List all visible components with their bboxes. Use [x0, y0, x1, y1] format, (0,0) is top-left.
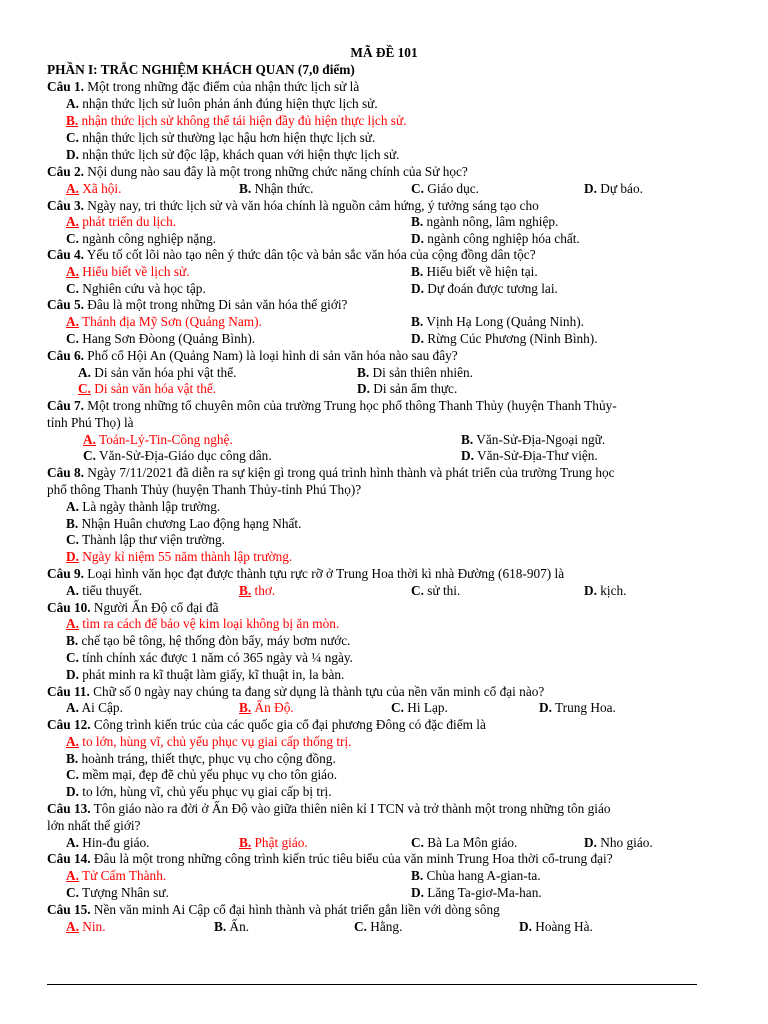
- question-13-option-b-correct[interactable]: B. Phật giáo.: [239, 835, 308, 850]
- question-10-option-d[interactable]: D. phát minh ra kĩ thuật làm giấy, kĩ thuật in, la bàn.: [66, 667, 345, 682]
- question-13-option-d[interactable]: D. Nho giáo.: [584, 835, 653, 850]
- question-4-option-c[interactable]: C. Nghiên cứu và học tập.: [66, 281, 206, 296]
- question-1-stem: Câu 1. Một trong những đặc điểm của nhận thức lịch sử là: [47, 79, 360, 94]
- question-14-option-d[interactable]: D. Lăng Ta-giơ-Ma-han.: [411, 885, 542, 900]
- question-7-stem: Câu 7. Một trong những tổ chuyên môn của trường Trung học phổ thông Thanh Thủy (huyện Thanh Thủy-: [47, 398, 617, 413]
- question-8-option-b[interactable]: B. Nhận Huân chương Lao động hạng Nhất.: [66, 516, 302, 531]
- question-2-option-c[interactable]: C. Giáo dục.: [411, 181, 479, 196]
- question-12-option-a-correct[interactable]: A. to lớn, hùng vĩ, chủ yếu phục vụ giai cấp thống trị.: [66, 734, 352, 749]
- question-11-stem: Câu 11. Chữ số 0 ngày nay chúng ta đang sử dụng là thành tựu của nền văn minh cổ đại nào?: [47, 684, 545, 699]
- question-6-option-b[interactable]: B. Di sản thiên nhiên.: [357, 365, 473, 380]
- question-2-option-a-correct[interactable]: A. Xã hội.: [66, 181, 122, 196]
- question-2-stem: Câu 2. Nội dung nào sau đây là một trong những chức năng chính của Sử học?: [47, 164, 468, 179]
- question-4-option-d[interactable]: D. Dự đoán được tương lai.: [411, 281, 558, 296]
- question-9-option-c[interactable]: C. sử thi.: [411, 583, 461, 598]
- question-8-option-c[interactable]: C. Thành lập thư viện trường.: [66, 532, 225, 547]
- question-10-stem: Câu 10. Người Ấn Độ cổ đại đã: [47, 600, 219, 615]
- question-12-option-c[interactable]: C. mềm mại, đẹp đẽ chủ yếu phục vụ cho tôn giáo.: [66, 767, 338, 782]
- question-15-option-c[interactable]: C. Hằng.: [354, 919, 403, 934]
- question-9-option-b-correct[interactable]: B. thơ.: [239, 583, 276, 598]
- question-1-option-b-correct[interactable]: B. nhận thức lịch sử không thể tái hiện đầy đủ hiện thực lịch sử.: [66, 113, 407, 128]
- question-9-option-d[interactable]: D. kịch.: [584, 583, 627, 598]
- question-8-stem-cont: phổ thông Thanh Thủy (huyện Thanh Thủy-tỉnh Phú Thọ)?: [47, 482, 362, 497]
- question-5-option-d[interactable]: D. Rừng Cúc Phương (Ninh Bình).: [411, 331, 598, 346]
- question-7-option-c[interactable]: C. Văn-Sử-Địa-Giáo dục công dân.: [83, 448, 272, 463]
- question-14-option-a-correct[interactable]: A. Tử Cấm Thành.: [66, 868, 167, 883]
- question-9-option-a[interactable]: A. tiểu thuyết.: [66, 583, 143, 598]
- question-5-option-a-correct[interactable]: A. Thánh địa Mỹ Sơn (Quảng Nam).: [66, 314, 262, 329]
- question-8-option-d-correct[interactable]: D. Ngày kỉ niệm 55 năm thành lập trường.: [66, 549, 293, 564]
- question-1-option-a[interactable]: A. nhận thức lịch sử luôn phản ánh đúng hiện thực lịch sử.: [66, 96, 378, 111]
- question-3-option-d[interactable]: D. ngành công nghiệp hóa chất.: [411, 231, 580, 246]
- question-11-option-a[interactable]: A. Ai Cập.: [66, 700, 123, 715]
- question-11-option-b-correct[interactable]: B. Ấn Độ.: [239, 700, 294, 715]
- question-3-stem: Câu 3. Ngày nay, tri thức lịch sử và văn hóa chính là nguồn cảm hứng, ý tưởng sáng tạo cho: [47, 198, 539, 213]
- question-10-option-b[interactable]: B. chế tạo bê tông, hệ thống đòn bẩy, máy bơm nước.: [66, 633, 351, 648]
- question-11-option-c[interactable]: C. Hi Lạp.: [391, 700, 448, 715]
- question-6-option-c-correct[interactable]: C. Di sản văn hóa vật thể.: [78, 381, 217, 396]
- question-12-option-d[interactable]: D. to lớn, hùng vĩ, chủ yếu phục vụ giai cấp bị trị.: [66, 784, 332, 799]
- question-14-option-b[interactable]: B. Chùa hang A-gian-ta.: [411, 868, 541, 883]
- question-1-option-c[interactable]: C. nhận thức lịch sử thường lạc hậu hơn hiện thực lịch sử.: [66, 130, 376, 145]
- question-13-stem: Câu 13. Tôn giáo nào ra đời ở Ấn Độ vào giữa thiên niên kỉ I TCN và trở thành một trong những tôn giáo: [47, 801, 611, 816]
- question-6-stem: Câu 6. Phố cổ Hội An (Quảng Nam) là loại hình di sản văn hóa nào sau đây?: [47, 348, 458, 363]
- question-15-option-d[interactable]: D. Hoàng Hà.: [519, 919, 593, 934]
- question-10-option-c[interactable]: C. tính chính xác được 1 năm có 365 ngày và ¼ ngày.: [66, 650, 354, 665]
- question-3-option-b[interactable]: B. ngành nông, lâm nghiệp.: [411, 214, 559, 229]
- question-15-stem: Câu 15. Nền văn minh Ai Cập cổ đại hình thành và phát triển gắn liền với dòng sông: [47, 902, 500, 917]
- question-5-option-c[interactable]: C. Hang Sơn Đòong (Quảng Bình).: [66, 331, 256, 346]
- question-13-option-a[interactable]: A. Hin-đu giáo.: [66, 835, 150, 850]
- question-10-option-a-correct[interactable]: A. tìm ra cách để bảo vệ kim loại không bị ăn mòn.: [66, 616, 340, 631]
- question-8-option-a[interactable]: A. Là ngày thành lập trường.: [66, 499, 221, 514]
- question-2-option-d[interactable]: D. Dự báo.: [584, 181, 643, 196]
- question-7-option-a-correct[interactable]: A. Toán-Lý-Tin-Công nghệ.: [83, 432, 233, 447]
- question-5-option-b[interactable]: B. Vịnh Hạ Long (Quảng Ninh).: [411, 314, 584, 329]
- question-1-option-d[interactable]: D. nhận thức lịch sử độc lập, khách quan với hiện thực lịch sử.: [66, 147, 400, 162]
- question-6-option-d[interactable]: D. Di sản ẩm thực.: [357, 381, 458, 396]
- question-5-stem: Câu 5. Đâu là một trong những Di sản văn hóa thế giới?: [47, 297, 348, 312]
- question-12-stem: Câu 12. Công trình kiến trúc của các quốc gia cổ đại phương Đông có đặc điểm là: [47, 717, 486, 732]
- question-15-option-a-correct[interactable]: A. Nin.: [66, 919, 106, 934]
- question-12-option-b[interactable]: B. hoành tráng, thiết thực, phục vụ cho cộng đồng.: [66, 751, 336, 766]
- question-7-option-d[interactable]: D. Văn-Sử-Địa-Thư viện.: [461, 448, 598, 463]
- question-4-option-a-correct[interactable]: A. Hiểu biết về lịch sử.: [66, 264, 190, 279]
- question-2-option-b[interactable]: B. Nhận thức.: [239, 181, 314, 196]
- question-4-stem: Câu 4. Yếu tố cốt lõi nào tạo nên ý thức dân tộc và bản sắc văn hóa của cộng đồng dân tộc?: [47, 247, 536, 262]
- question-11-option-d[interactable]: D. Trung Hoa.: [539, 700, 616, 715]
- question-7-option-b[interactable]: B. Văn-Sử-Địa-Ngoại ngữ.: [461, 432, 606, 447]
- question-9-stem: Câu 9. Loại hình văn học đạt được thành tựu rực rỡ ở Trung Hoa thời kì nhà Đường (618-907) là: [47, 566, 565, 581]
- question-6-option-a[interactable]: A. Di sản văn hóa phi vật thể.: [78, 365, 237, 380]
- question-13-option-c[interactable]: C. Bà La Môn giáo.: [411, 835, 518, 850]
- section-heading: PHẦN I: TRẮC NGHIỆM KHÁCH QUAN (7,0 điểm): [47, 62, 355, 77]
- question-7-stem-cont: tỉnh Phú Thọ) là: [47, 415, 134, 430]
- question-15-option-b[interactable]: B. Ấn.: [214, 919, 250, 934]
- question-4-option-b[interactable]: B. Hiểu biết về hiện tại.: [411, 264, 538, 279]
- question-13-stem-cont: lớn nhất thế giới?: [47, 818, 141, 833]
- question-14-stem: Câu 14. Đâu là một trong những công trình kiến trúc tiêu biểu của văn minh Trung Hoa thời cổ-trung đại?: [47, 851, 613, 866]
- question-3-option-c[interactable]: C. ngành công nghiệp nặng.: [66, 231, 216, 246]
- question-3-option-a-correct[interactable]: A. phát triển du lịch.: [66, 214, 177, 229]
- footer-divider: [47, 984, 697, 985]
- exam-code: MÃ ĐỀ 101: [350, 45, 418, 60]
- question-14-option-c[interactable]: C. Tượng Nhân sư.: [66, 885, 169, 900]
- question-8-stem: Câu 8. Ngày 7/11/2021 đã diễn ra sự kiện gì trong quá trình hình thành và phát triển của trường Trung học: [47, 465, 615, 480]
